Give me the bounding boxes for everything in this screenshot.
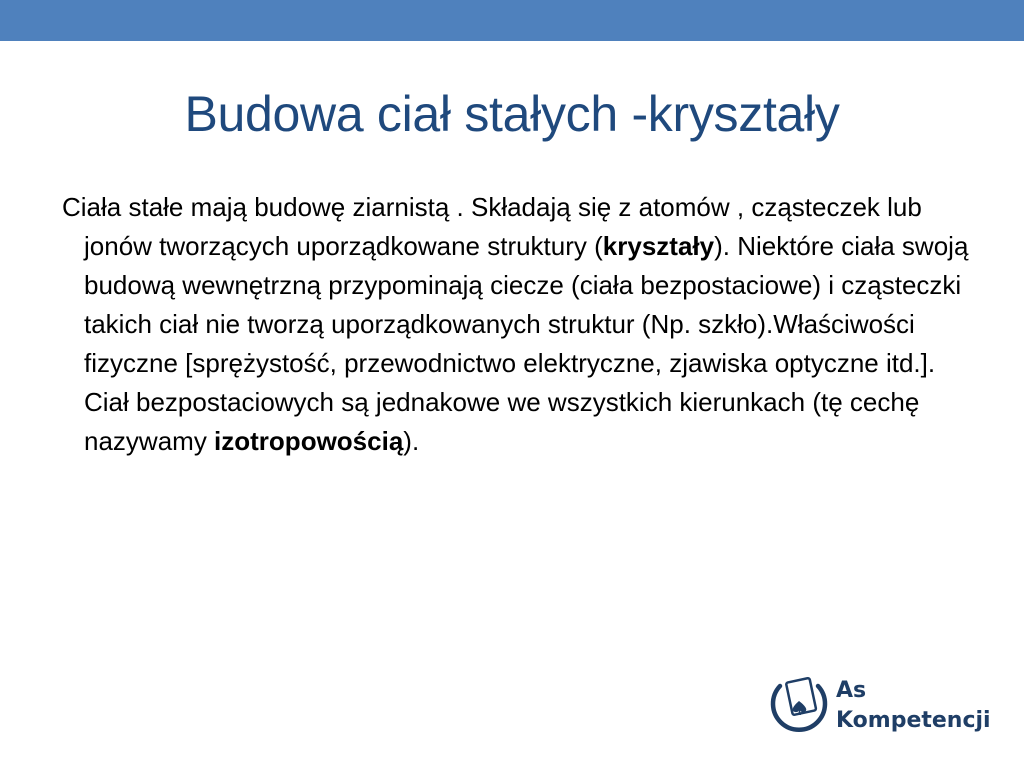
body-text-part-2: ). Niektóre ciała swoją budową wewnętrzną przypominają ciecze (ciała bezpostaciowe) i cząsteczki takich ciał nie tworzą uporządkowanych struktur (Np. szkło).Właściwości fizyczne [sprężystość, przewodnictwo elektryczne, zjawiska optyczne itd.]. Ciał bezpostaciowych są jednakowe we wszystkich kierunkach (tę cechę nazywamy [84,231,969,456]
slide-title: Budowa ciał stałych -kryształy [184,86,840,142]
logo-wordmark [836,676,991,736]
body-paragraph [62,188,977,461]
body-text-part-3: ). [403,426,420,456]
logo-line-2: Kompetencji [836,708,991,733]
bold-term-krysztaly: kryształy [602,231,715,261]
as-kompetencji-logo [768,674,998,746]
body-text-part-1: Ciała stałe mają budowę ziarnistą . Składają się z atomów , cząsteczek lub jonów tworzących uporządkowane struktury ( [62,192,922,261]
slide-body [62,188,977,461]
logo-line-1: As [836,678,867,703]
spade-card-icon [768,674,830,740]
top-accent-bar [0,0,1024,41]
bold-term-izotropowosc: izotropowością [214,426,404,456]
